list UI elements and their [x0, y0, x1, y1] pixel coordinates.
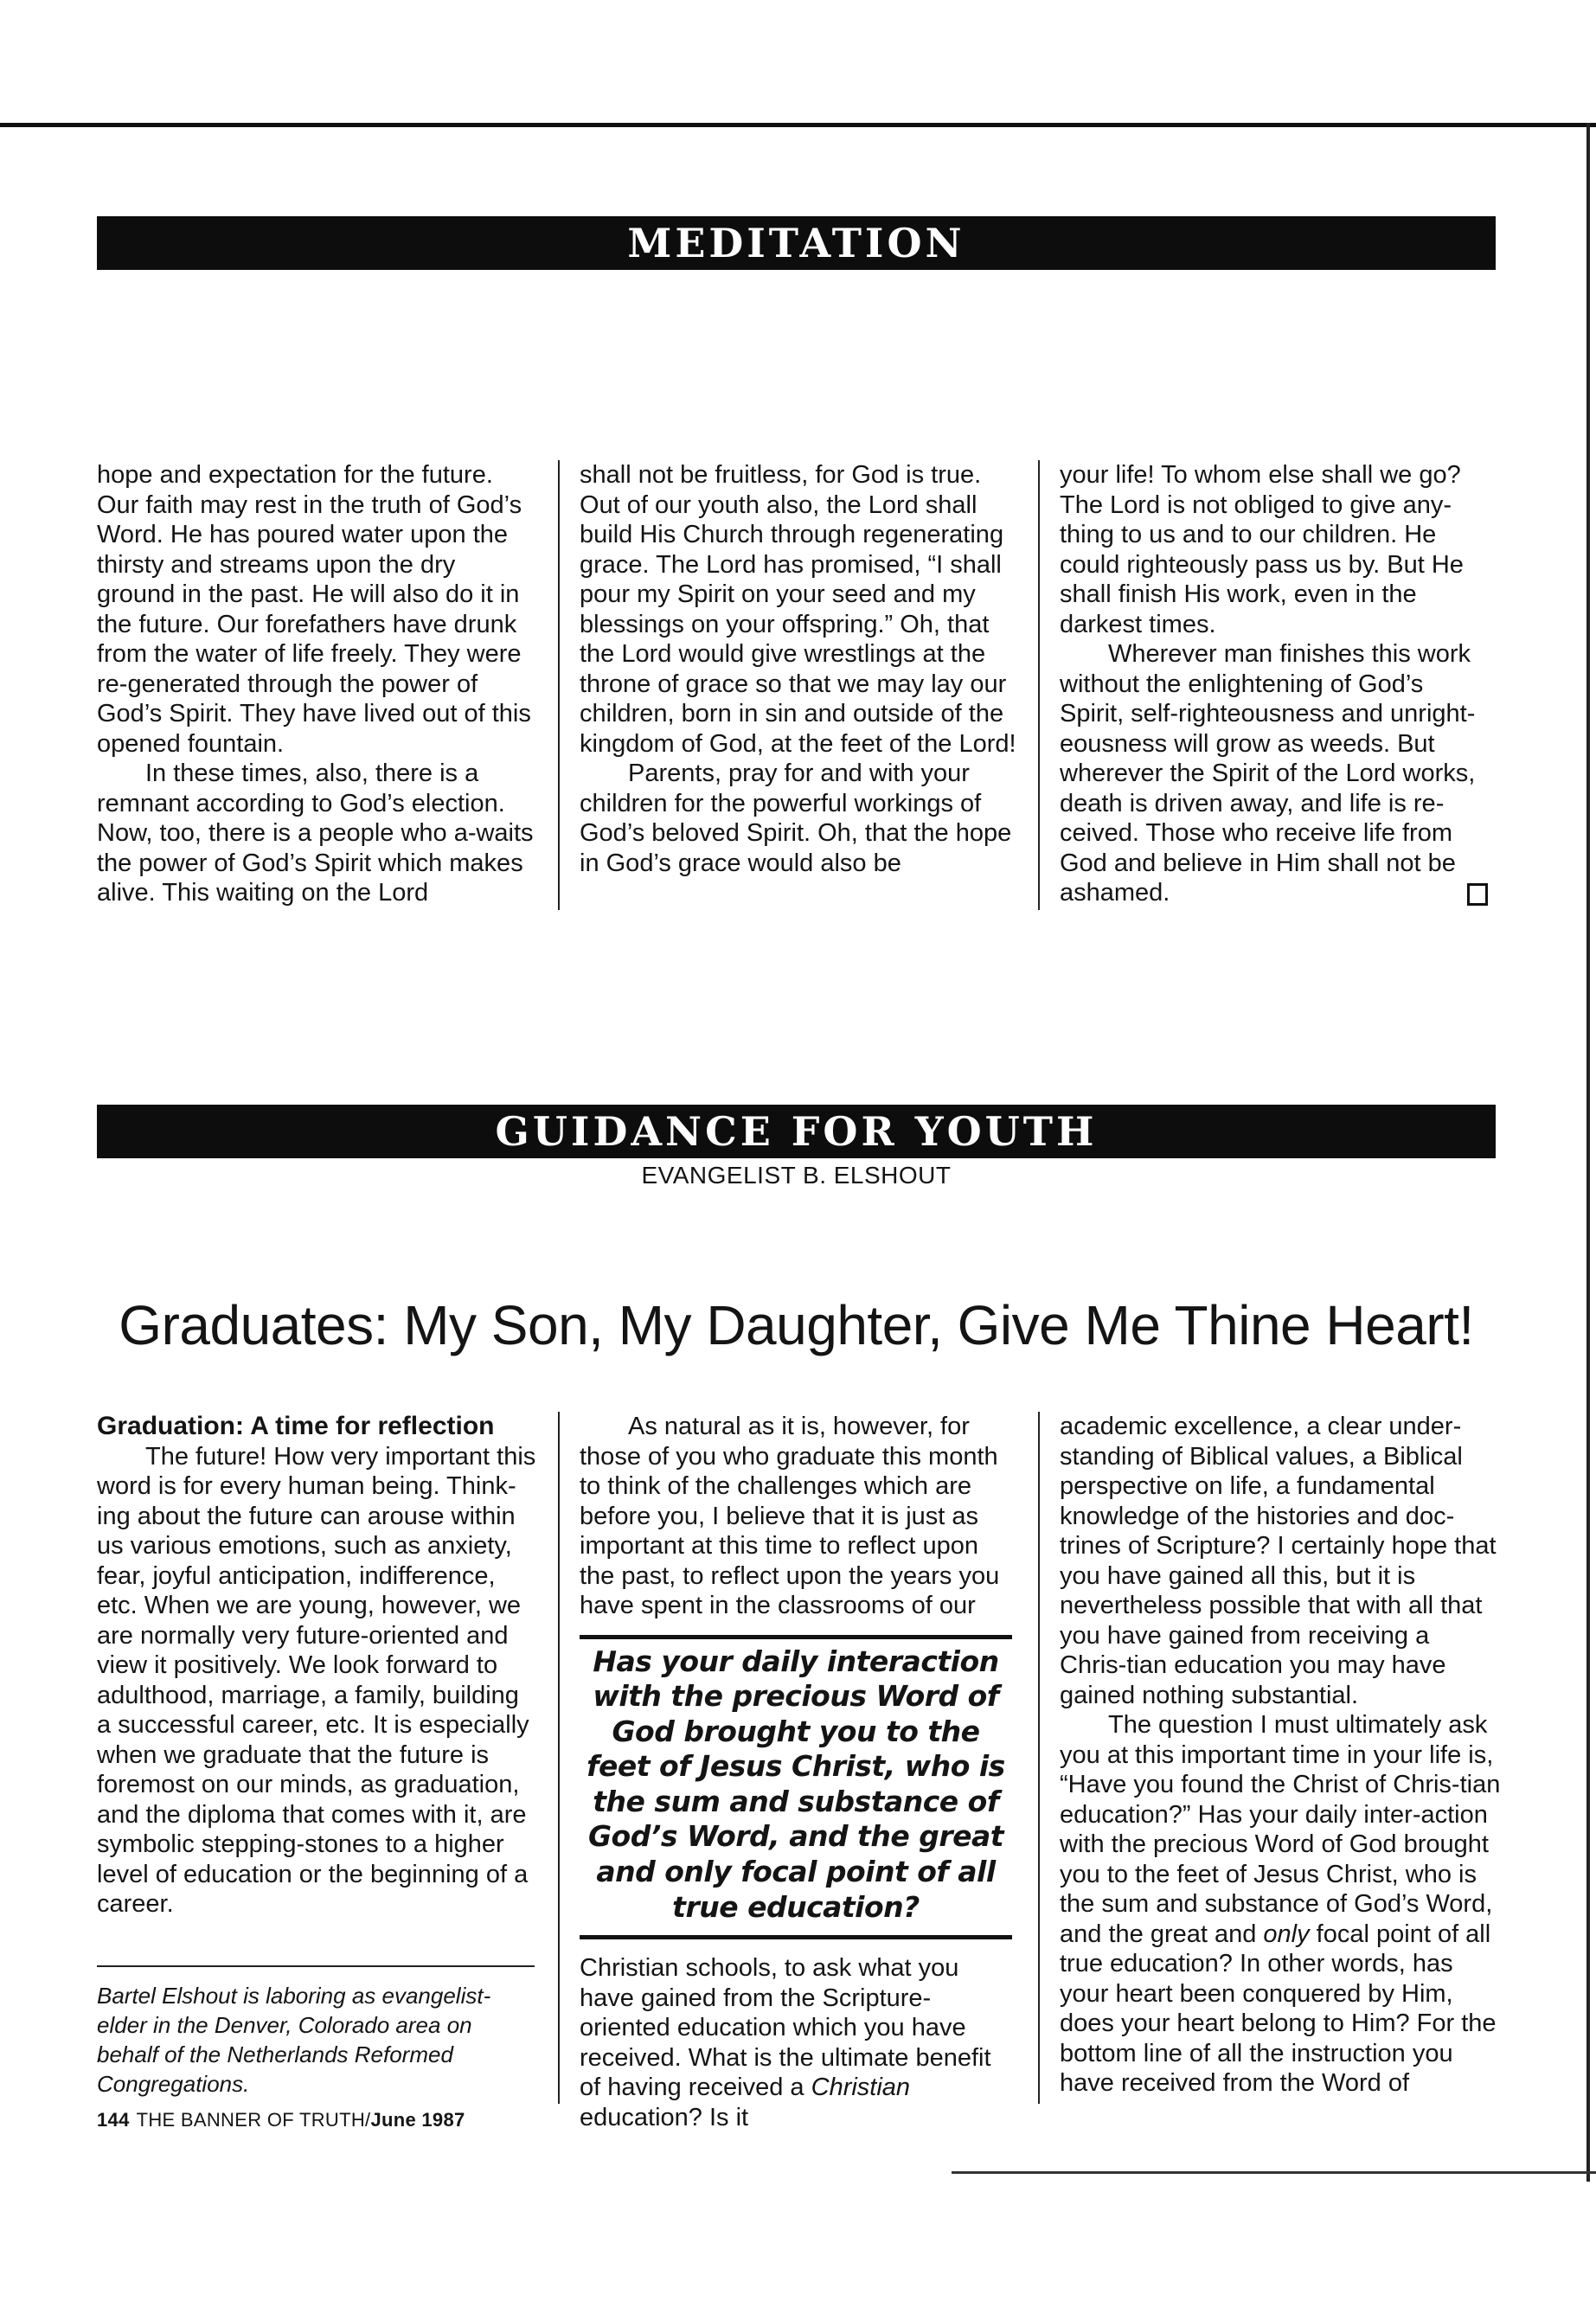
- guidance-column-2: [580, 1412, 1012, 2132]
- guidance-col2-paragraph-2: Christian schools, to ask what you have gained from the Scripture-oriented education which you have received. What is the ultimate benefit of having received a Christian education? Is it: [580, 1954, 991, 2131]
- guidance-col2-paragraph-1: As natural as it is, however, for those of you who graduate this month to think of the challenges which are before you, I believe that it is just as important at this time to reflect upon the past, to reflect upon the years you have spent in the classrooms of our: [580, 1413, 1000, 1619]
- author-byline: EVANGELIST B. ELSHOUT: [641, 1162, 952, 1189]
- meditation-banner-title: MEDITATION: [627, 220, 965, 266]
- meditation-column-2: [580, 460, 1022, 878]
- guidance-column-3: [1060, 1412, 1501, 2099]
- page-top-border: [0, 123, 1596, 127]
- author-note: Bartel Elshout is laboring as evangelist-elder in the Denver, Colorado area on behalf of the Netherlands Reformed Congregations.: [97, 1983, 491, 2097]
- end-of-article-mark: [1467, 883, 1488, 906]
- column-divider: [558, 460, 560, 910]
- column-divider: [558, 1412, 560, 2104]
- section-heading: Graduation: A time for reflection: [97, 1412, 495, 1440]
- column-divider: [1038, 460, 1040, 910]
- guidance-banner-title: GUIDANCE FOR YOUTH: [495, 1108, 1098, 1155]
- issue-date: June 1987: [370, 2109, 465, 2131]
- article-title: Graduates: My Son, My Daughter, Give Me Thine Heart!: [119, 1294, 1474, 1356]
- page-number: 144: [97, 2109, 130, 2131]
- pull-quote: Has your daily interaction with the precious Word of God brought you to the feet of Jesus Christ, who is the sum and substance of God’s Word, and the great and only focal point of all true education?: [586, 1644, 1005, 1924]
- guidance-banner: [97, 1105, 1496, 1158]
- meditation-column-3: [1060, 460, 1488, 908]
- guidance-col1-paragraph-1: The future! How very important this word is for every human being. Think-ing about the future can arouse within us various emotions, such as anxiety, fear, joyful anticipation, indifference, etc. When we are young, however, we are normally very future-oriented and view it positively. We look forward to adulthood, marriage, a family, building a successful career, etc. It is especially when we graduate that the future is foremost on our minds, as graduation, and the diploma that comes with it, are symbolic stepping-stones to a higher level of education or the beginning of a career.: [97, 1442, 536, 1918]
- meditation-col2-paragraph-2: Parents, pray for and with your children for the powerful workings of God’s beloved Spirit. Oh, that the hope in God’s grace would also be: [580, 760, 1012, 877]
- meditation-banner: [97, 216, 1496, 270]
- page-right-edge: [1586, 123, 1590, 2182]
- page-bottom-border: [952, 2171, 1596, 2174]
- guidance-col3-paragraph-2: The question I must ultimately ask you at this important time in your life is, “Have you found the Christ of Chris-tian education?” Has your daily inter-action with the precious Word of God brought you to the feet of Jesus Christ, who is the sum and substance of God’s Word, and the great and only focal point of all true education? In other words, has your heart been conquered by Him, does your heart belong to Him? For the bottom line of all the instruction you have received from the Word of: [1060, 1711, 1501, 2097]
- meditation-column-1: [97, 460, 540, 908]
- meditation-col3-paragraph-1: your life! To whom else shall we go? The Lord is not obliged to give any-thing to us and to our children. He could righteously pass us by. But He shall finish His work, even in the darkest times.: [1060, 461, 1464, 638]
- meditation-col3-paragraph-2: Wherever man finishes this work without the enlightening of God’s Spirit, self-righteousness and unright-eousness will grow as weeds. But wherever the Spirit of the Lord works, death is driven away, and life is re-ceived. Those who receive life from God and believe in Him shall not be ashamed.: [1060, 639, 1488, 908]
- guidance-col3-paragraph-1: academic excellence, a clear under-standing of Biblical values, a Biblical perspective on life, a fundamental knowledge of the histories and doc-trines of Scripture? I certainly hope that you have gained all this, but it is nevertheless possible that with all that you have gained from receiving a Chris-tian education you may have gained nothing substantial.: [1060, 1413, 1497, 1709]
- pull-quote-top-rule: [580, 1635, 1012, 1639]
- meditation-col1-paragraph-2: In these times, also, there is a remnant according to God’s election. Now, too, there is a people who a-waits the power of God’s Spirit which makes alive. This waiting on the Lord: [97, 760, 534, 907]
- author-note-divider: [97, 1965, 535, 1967]
- guidance-column-1: [97, 1412, 540, 1920]
- publication-name: THE BANNER OF TRUTH/: [136, 2109, 371, 2131]
- meditation-col1-paragraph-1: hope and expectation for the future. Our faith may rest in the truth of God’s Word. He has poured water upon the thirsty and streams upon the dry ground in the past. He will also do it in the future. Our forefathers have drunk from the water of life freely. They were re-generated through the power of God’s Spirit. They have lived out of this opened fountain.: [97, 461, 531, 758]
- meditation-col2-paragraph-1: shall not be fruitless, for God is true. Out of our youth also, the Lord shall build His Church through regenerating grace. The Lord has promised, “I shall pour my Spirit on your seed and my blessings on your offspring.” Oh, that the Lord would give wrestlings at the throne of grace so that we may lay our children, born in sin and outside of the kingdom of God, at the feet of the Lord!: [580, 461, 1016, 758]
- page-footer: [97, 2109, 465, 2131]
- column-divider: [1038, 1412, 1040, 2104]
- pull-quote-bottom-rule: [580, 1935, 1012, 1939]
